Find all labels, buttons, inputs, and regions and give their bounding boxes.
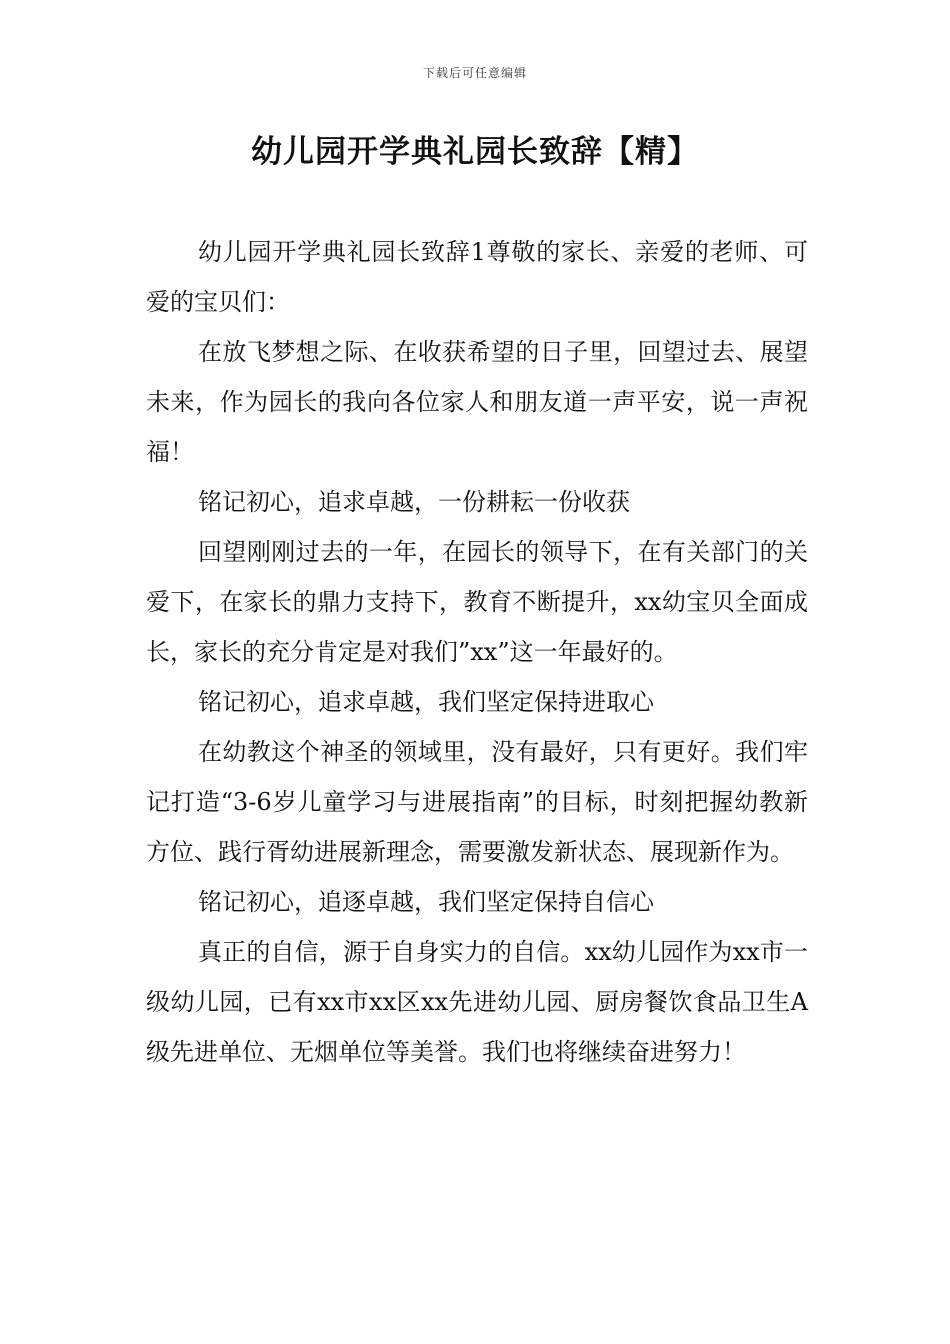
section-heading-confidence: 铭记初心，追逐卓越，我们坚定保持自信心 [198,888,654,916]
paragraph-goals: 在幼教这个神圣的领域里，没有最好，只有更好。我们牢记打造“3-6岁儿童学习与进展指南”的目标，时刻把握幼教新方位、践行胥幼进展新理念，需要激发新状态、展现新作为。 [146,738,808,866]
paragraph-greeting: 幼儿园开学典礼园长致辞1尊敬的家长、亲爱的老师、可爱的宝贝们： [146,238,808,316]
header-note: 下载后可任意编辑 [422,66,527,80]
document-body [146,227,808,1077]
document-title: 幼儿园开学典礼园长致辞【精】 [251,134,699,170]
section-heading-harvest: 铭记初心，追求卓越，一份耕耘一份收获 [198,488,630,516]
paragraph-confidence: 真正的自信，源于自身实力的自信。xx幼儿园作为xx市一级幼儿园，已有xx市xx区xx先进幼儿园、厨房餐饮食品卫生A级先进单位、无烟单位等美誉。我们也将继续奋进努力！ [146,938,808,1066]
paragraph-intro: 在放飞梦想之际、在收获希望的日子里，回望过去、展望未来，作为园长的我向各位家人和朋友道一声平安，说一声祝福！ [146,338,808,466]
paragraph-review: 回望刚刚过去的一年，在园长的领导下，在有关部门的关爱下，在家长的鼎力支持下，教育不断提升，xx幼宝贝全面成长，家长的充分肯定是对我们”xx”这一年最好的。 [146,538,808,666]
section-heading-progress: 铭记初心，追求卓越，我们坚定保持进取心 [198,688,654,716]
